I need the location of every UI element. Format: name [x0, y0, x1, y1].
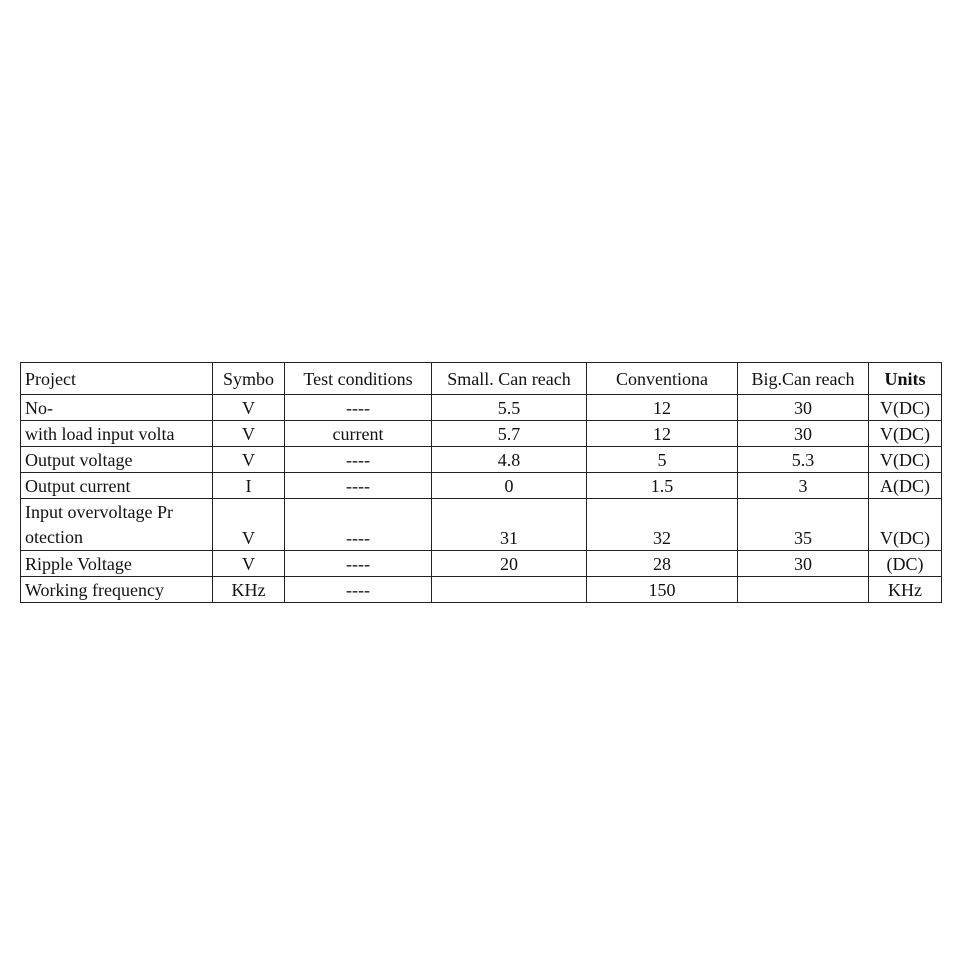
cell-big-can-reach: 3 — [738, 473, 869, 499]
cell-test-conditions: ---- — [285, 447, 432, 473]
cell-conventional: 1.5 — [587, 473, 738, 499]
cell-big-can-reach: 35 — [738, 499, 869, 551]
cell-symbol: V — [213, 551, 285, 577]
cell-units: KHz — [869, 577, 942, 603]
cell-big-can-reach: 30 — [738, 421, 869, 447]
cell-small-can-reach: 4.8 — [432, 447, 587, 473]
cell-symbol: I — [213, 473, 285, 499]
table-row — [21, 551, 942, 577]
table-row — [21, 499, 942, 551]
cell-project: Input overvoltage Pr otection — [21, 499, 213, 551]
specifications-table — [20, 362, 942, 603]
header-test-conditions: Test conditions — [285, 363, 432, 395]
table-row — [21, 447, 942, 473]
cell-project: Output current — [21, 473, 213, 499]
cell-symbol: V — [213, 447, 285, 473]
cell-conventional: 12 — [587, 395, 738, 421]
table-row — [21, 421, 942, 447]
header-project: Project — [21, 363, 213, 395]
table-row — [21, 473, 942, 499]
cell-big-can-reach: 5.3 — [738, 447, 869, 473]
cell-project: Ripple Voltage — [21, 551, 213, 577]
header-row — [21, 363, 942, 395]
cell-small-can-reach: 31 — [432, 499, 587, 551]
cell-big-can-reach — [738, 577, 869, 603]
cell-project: with load input volta — [21, 421, 213, 447]
cell-conventional: 32 — [587, 499, 738, 551]
cell-units: (DC) — [869, 551, 942, 577]
cell-units: A(DC) — [869, 473, 942, 499]
cell-small-can-reach: 20 — [432, 551, 587, 577]
cell-project: No- — [21, 395, 213, 421]
cell-symbol: V — [213, 421, 285, 447]
cell-project: Output voltage — [21, 447, 213, 473]
cell-small-can-reach — [432, 577, 587, 603]
cell-symbol: V — [213, 499, 285, 551]
cell-small-can-reach: 0 — [432, 473, 587, 499]
header-units: Units — [869, 363, 942, 395]
cell-test-conditions: current — [285, 421, 432, 447]
cell-symbol: KHz — [213, 577, 285, 603]
header-symbol: Symbo — [213, 363, 285, 395]
cell-small-can-reach: 5.7 — [432, 421, 587, 447]
cell-big-can-reach: 30 — [738, 551, 869, 577]
cell-big-can-reach: 30 — [738, 395, 869, 421]
cell-test-conditions: ---- — [285, 473, 432, 499]
cell-units: V(DC) — [869, 499, 942, 551]
cell-test-conditions: ---- — [285, 499, 432, 551]
cell-project: Working frequency — [21, 577, 213, 603]
cell-test-conditions: ---- — [285, 551, 432, 577]
header-small-can-reach: Small. Can reach — [432, 363, 587, 395]
cell-test-conditions: ---- — [285, 395, 432, 421]
cell-test-conditions: ---- — [285, 577, 432, 603]
cell-units: V(DC) — [869, 395, 942, 421]
table-row — [21, 395, 942, 421]
header-big-can-reach: Big.Can reach — [738, 363, 869, 395]
cell-symbol: V — [213, 395, 285, 421]
cell-units: V(DC) — [869, 421, 942, 447]
cell-units: V(DC) — [869, 447, 942, 473]
cell-small-can-reach: 5.5 — [432, 395, 587, 421]
cell-conventional: 150 — [587, 577, 738, 603]
cell-conventional: 12 — [587, 421, 738, 447]
table-row — [21, 577, 942, 603]
cell-conventional: 5 — [587, 447, 738, 473]
header-conventional: Conventiona — [587, 363, 738, 395]
cell-conventional: 28 — [587, 551, 738, 577]
